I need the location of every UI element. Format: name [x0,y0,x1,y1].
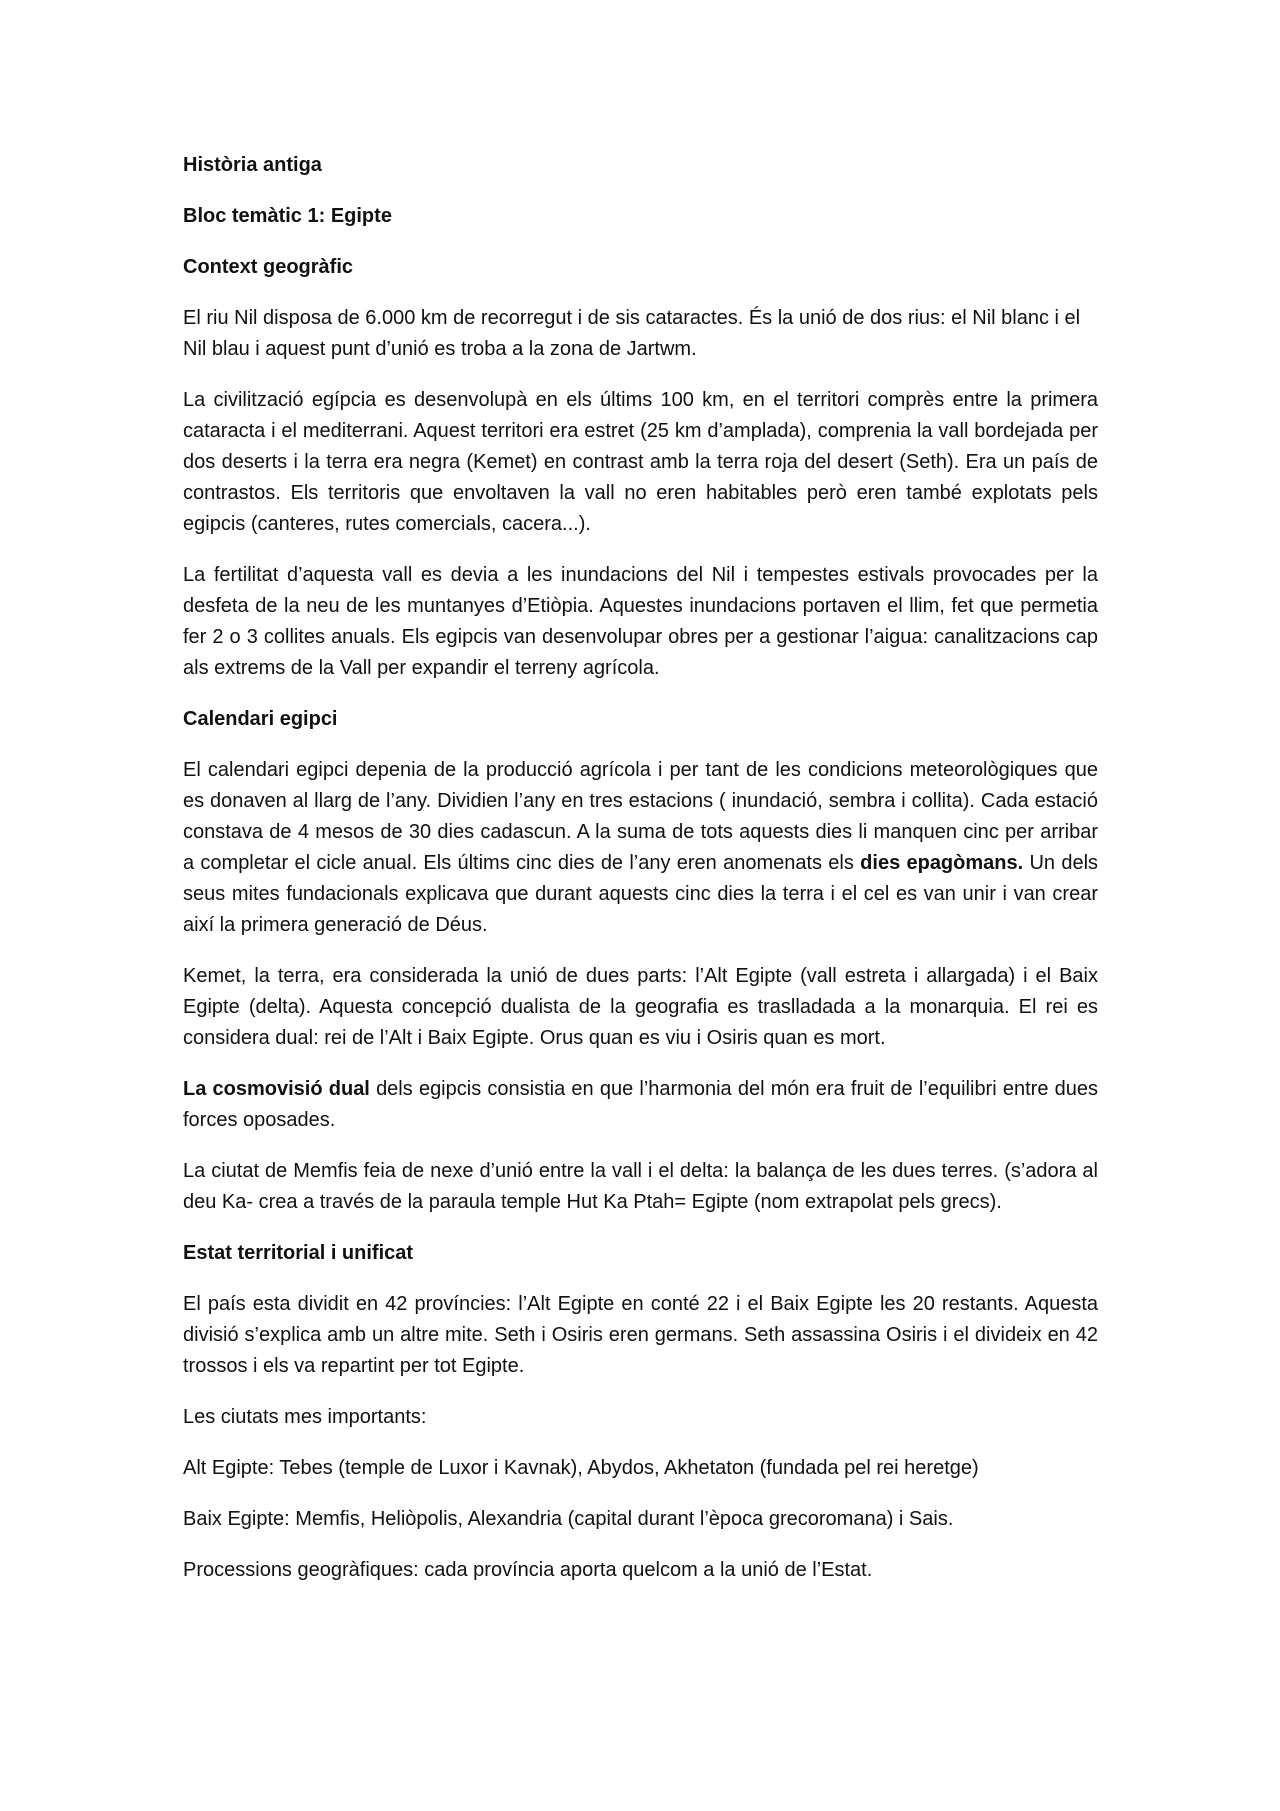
paragraph-provincies: El país esta dividit en 42 províncies: l’Alt Egipte en conté 22 i el Baix Egipte les 20 restants. Aquesta divisió s’explica amb un altre mite. Seth i Osiris eren germans. Seth assassina Osiris i el divideix en 42 trossos i els va repartint per tot Egipte. [183,1293,1098,1377]
section-heading-geo: Context geogràfic [183,256,354,278]
paragraph-nil: El riu Nil disposa de 6.000 km de recorregut i de sis cataractes. És la unió de dos rius: el Nil blanc i el Nil blau i aquest punt d’unió es troba a la zona de Jartwm. [183,307,1081,360]
document-title: Història antiga [183,154,322,176]
paragraph-kemet: Kemet, la terra, era considerada la unió de dues parts: l’Alt Egipte (vall estreta i allargada) i el Baix Egipte (delta). Aquesta concepció dualista de la geografia es traslladada a la monarquia. El rei es considera dual: rei de l’Alt i Baix Egipte. Orus quan es viu i Osiris quan es mort. [183,965,1098,1049]
paragraph-cosmovisio [183,1074,1098,1136]
term-cosmovisio-dual: La cosmovisió dual [183,1078,370,1100]
paragraph-civilitzacio: La civilització egípcia es desenvolupà en els últims 100 km, en el territori comprès entre la primera cataracta i el mediterrani. Aquest territori era estret (25 km d’amplada), comprenia la vall bordejada per dos deserts i la terra era negra (Kemet) en contrast amb la terra roja del desert (Seth). Era un país de contrastos. Els territoris que envoltaven la vall no eren habitables però eren també explotats pels egipcis (canteres, rutes comercials, cacera...). [183,389,1098,535]
section-heading-calendari: Calendari egipci [183,708,338,730]
paragraph-processions: Processions geogràfiques: cada província aporta quelcom a la unió de l’Estat. [183,1559,873,1581]
paragraph-baix-egipte: Baix Egipte: Memfis, Heliòpolis, Alexandria (capital durant l’època grecoromana) i Sais. [183,1508,954,1530]
document-page [183,150,1098,1606]
paragraph-ciutats-intro: Les ciutats mes importants: [183,1406,427,1428]
paragraph-calendari-text-1: El calendari egipci depenia de la producció agrícola i per tant de les condicions meteorològiques que es donaven al llarg de l’any. Dividien l’any en tres estacions ( inundació, sembra i collita). Cada estació constava de 4 mesos de 30 dies cadascun. A la suma de tots aquests dies li manquen cinc per arribar a completar el cicle anual. Els últims cinc dies de l’any eren anomenats els [183,759,1098,874]
section-heading-estat: Estat territorial i unificat [183,1242,414,1264]
term-dies-epagomans: dies epagòmans. [860,852,1024,874]
paragraph-calendari-text-2: Un dels seus mites fundacionals explicava que durant aquests cinc dies la terra i el cel es van unir i van crear així la primera generació de Déus. [183,852,1099,936]
paragraph-alt-egipte: Alt Egipte: Tebes (temple de Luxor i Kavnak), Abydos, Akhetaton (fundada pel rei heretge) [183,1457,979,1479]
paragraph-cosmovisio-text: dels egipcis consistia en que l’harmonia del món era fruit de l’equilibri entre dues forces oposades. [183,1078,1098,1131]
paragraph-fertilitat: La fertilitat d’aquesta vall es devia a les inundacions del Nil i tempestes estivals provocades per la desfeta de la neu de les muntanyes d’Etiòpia. Aquestes inundacions portaven el llim, fet que permetia fer 2 o 3 collites anuals. Els egipcis van desenvolupar obres per a gestionar l’aigua: canalitzacions cap als extrems de la Vall per expandir el terreny agrícola. [183,564,1098,679]
document-subtitle: Bloc temàtic 1: Egipte [183,205,392,227]
paragraph-memfis: La ciutat de Memfis feia de nexe d’unió entre la vall i el delta: la balança de les dues terres. (s’adora al deu Ka- crea a través de la paraula temple Hut Ka Ptah= Egipte (nom extrapolat pels grecs). [183,1160,1098,1213]
paragraph-calendari [183,755,1098,941]
